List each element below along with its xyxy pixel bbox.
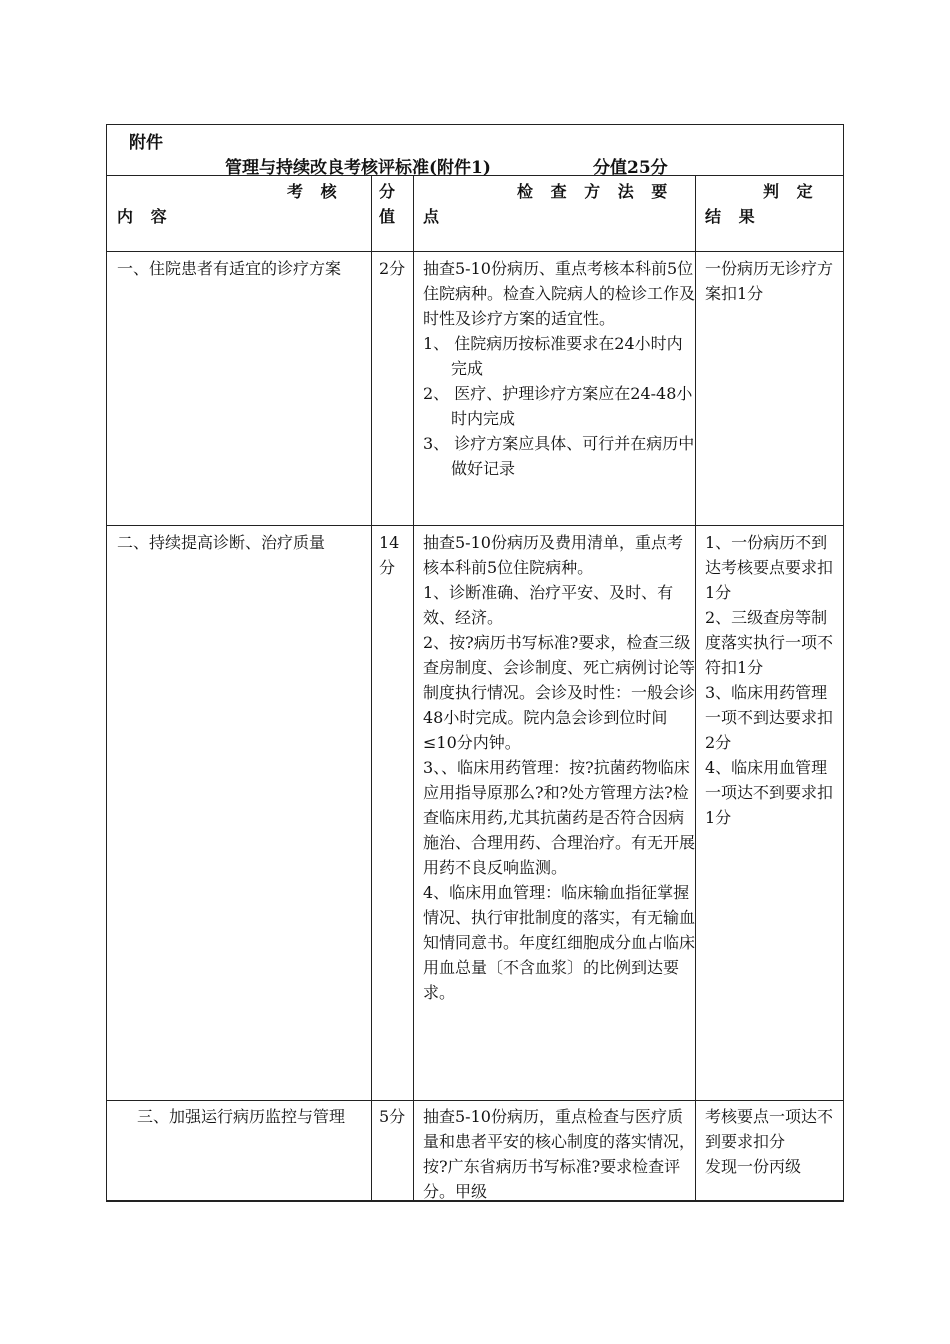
table-bottom-border	[106, 1200, 844, 1201]
row2-points: 14分	[379, 533, 400, 577]
row2-content: 二、持续提高诊断、治疗质量	[117, 533, 326, 552]
header-points-2: 值	[379, 207, 402, 226]
header-content-1: 考 核	[287, 182, 343, 201]
row1-method-intro: 抽查5-10份病历、重点考核本科前5位住院病种。检查入院病人的检诊工作及时性及诊疗方案的适宜性。	[423, 259, 696, 328]
row3-content: 三、加强运行病历监控与管理	[137, 1107, 346, 1126]
row2-method-item: 4、临床用血管理：临床输血指征掌握情况、执行审批制度的落实，有无输血知情同意书。年度红细胞成分血占临床用血总量〔不含血浆〕的比例到达要求。	[423, 883, 696, 1002]
column-divider	[695, 176, 696, 1201]
row1-method	[423, 256, 695, 481]
row2-method	[423, 530, 695, 1005]
row1-result-item: 一份病历无诊疗方案扣1分	[705, 259, 834, 303]
assessment-table	[106, 124, 844, 1202]
row1-method-item: 3、 诊疗方案应具体、可行并在病历中做好记录	[423, 434, 695, 478]
row2-method-intro: 抽查5-10份病历及费用清单，重点考核本科前5位住院病种。	[423, 533, 683, 577]
row3-method-intro: 抽查5-10份病历，重点检查与医疗质量和患者平安的核心制度的落实情况，按?广东省病历书写标准?要求检查评分。甲级	[423, 1107, 696, 1201]
header-points-1: 分	[379, 182, 402, 201]
header-method-1: 检 查 方 法 要	[517, 182, 674, 201]
row3-points: 5分	[379, 1107, 406, 1126]
total-score: 分值25分	[593, 158, 668, 178]
row-divider	[107, 1100, 843, 1101]
annex-label: 附件	[129, 133, 163, 153]
row1-method-item: 2、 医疗、护理诊疗方案应在24-48小时内完成	[423, 384, 693, 428]
row1-points: 2分	[379, 259, 406, 278]
row1-result	[705, 256, 835, 306]
row2-result-item: 3、临床用药管理一项不到达要求扣2分	[705, 683, 834, 752]
row1-method-item: 1、 住院病历按标准要求在24小时内完成	[423, 334, 683, 378]
row2-method-item: 3、、临床用药管理：按?抗菌药物临床应用指导原那么?和?处方管理方法?检查临床用药,尤其抗菌药是否符合因病施治、合理用药、合理治疗。有无开展用药不良反响监测。	[423, 758, 696, 877]
column-divider	[371, 176, 372, 1201]
row2-result-item: 1、一份病历不到达考核要点要求扣1分	[705, 533, 834, 602]
row2-result-item: 4、临床用血管理一项达不到要求扣1分	[705, 758, 834, 827]
row-divider	[107, 251, 843, 252]
header-content-2: 内 容	[117, 207, 173, 226]
row-divider	[107, 525, 843, 526]
row3-result-item: 发现一份丙级	[705, 1157, 802, 1176]
row2-result	[705, 530, 835, 830]
table-title: 管理与持续改良考核评标准(附件1)	[225, 158, 491, 178]
row3-method	[423, 1104, 695, 1204]
row2-result-item: 2、三级查房等制度落实执行一项不符扣1分	[705, 608, 834, 677]
header-method-2: 点	[423, 207, 446, 226]
row1-content: 一、住院患者有适宜的诊疗方案	[117, 259, 342, 278]
table-header	[107, 125, 843, 176]
row3-result	[705, 1104, 835, 1179]
row2-method-item: 2、按?病历书写标准?要求，检查三级查房制度、会诊制度、死亡病例讨论等制度执行情况。会诊及时性：一般会诊 48小时完成。院内急会诊到位时间≤10分内钟。	[423, 633, 696, 752]
header-result-1: 判 定	[763, 182, 819, 201]
column-divider	[413, 176, 414, 1201]
header-result-2: 结 果	[705, 207, 761, 226]
row2-method-item: 1、诊断准确、治疗平安、及时、有效、经济。	[423, 583, 674, 627]
row3-result-item: 考核要点一项达不到要求扣分	[705, 1107, 834, 1151]
